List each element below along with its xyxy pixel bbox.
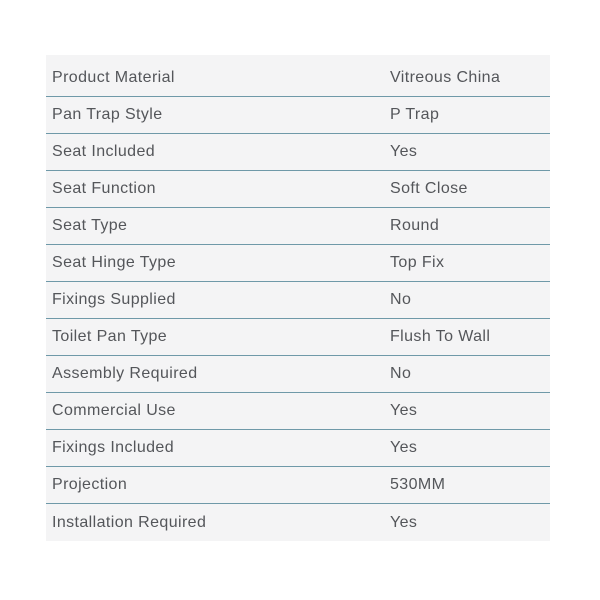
spec-label: Seat Function (52, 180, 156, 197)
spec-value: Yes (390, 439, 418, 456)
spec-label: Pan Trap Style (52, 106, 163, 123)
spec-value: No (390, 291, 412, 308)
spec-label: Fixings Included (52, 439, 175, 456)
spec-row (46, 245, 550, 282)
spec-row (46, 467, 550, 504)
spec-value: P Trap (390, 106, 440, 123)
spec-row (46, 208, 550, 245)
spec-value: Round (390, 217, 440, 234)
spec-value: No (390, 365, 412, 382)
spec-label: Fixings Supplied (52, 291, 176, 308)
spec-label: Seat Hinge Type (52, 254, 177, 271)
spec-row (46, 430, 550, 467)
spec-value: Yes (390, 513, 418, 531)
spec-row (46, 97, 550, 134)
spec-value: Yes (390, 402, 418, 419)
spec-label: Installation Required (52, 513, 207, 531)
spec-label: Product Material (52, 69, 175, 86)
spec-label: Assembly Required (52, 365, 198, 382)
spec-row (46, 60, 550, 97)
spec-value: Top Fix (390, 254, 445, 271)
spec-row (46, 282, 550, 319)
spec-label: Commercial Use (52, 402, 176, 419)
spec-row (46, 134, 550, 171)
spec-row (46, 319, 550, 356)
spec-row (46, 393, 550, 430)
spec-row (46, 504, 550, 541)
spec-value: Vitreous China (390, 69, 501, 86)
spec-row (46, 356, 550, 393)
product-specifications-table (46, 55, 550, 541)
spec-value: 530MM (390, 476, 446, 493)
spec-label: Seat Type (52, 217, 128, 234)
spec-label: Projection (52, 476, 128, 493)
spec-label: Seat Included (52, 143, 156, 160)
spec-value: Yes (390, 143, 418, 160)
spec-value: Flush To Wall (390, 328, 491, 345)
spec-value: Soft Close (390, 180, 468, 197)
spec-row (46, 171, 550, 208)
spec-label: Toilet Pan Type (52, 328, 168, 345)
